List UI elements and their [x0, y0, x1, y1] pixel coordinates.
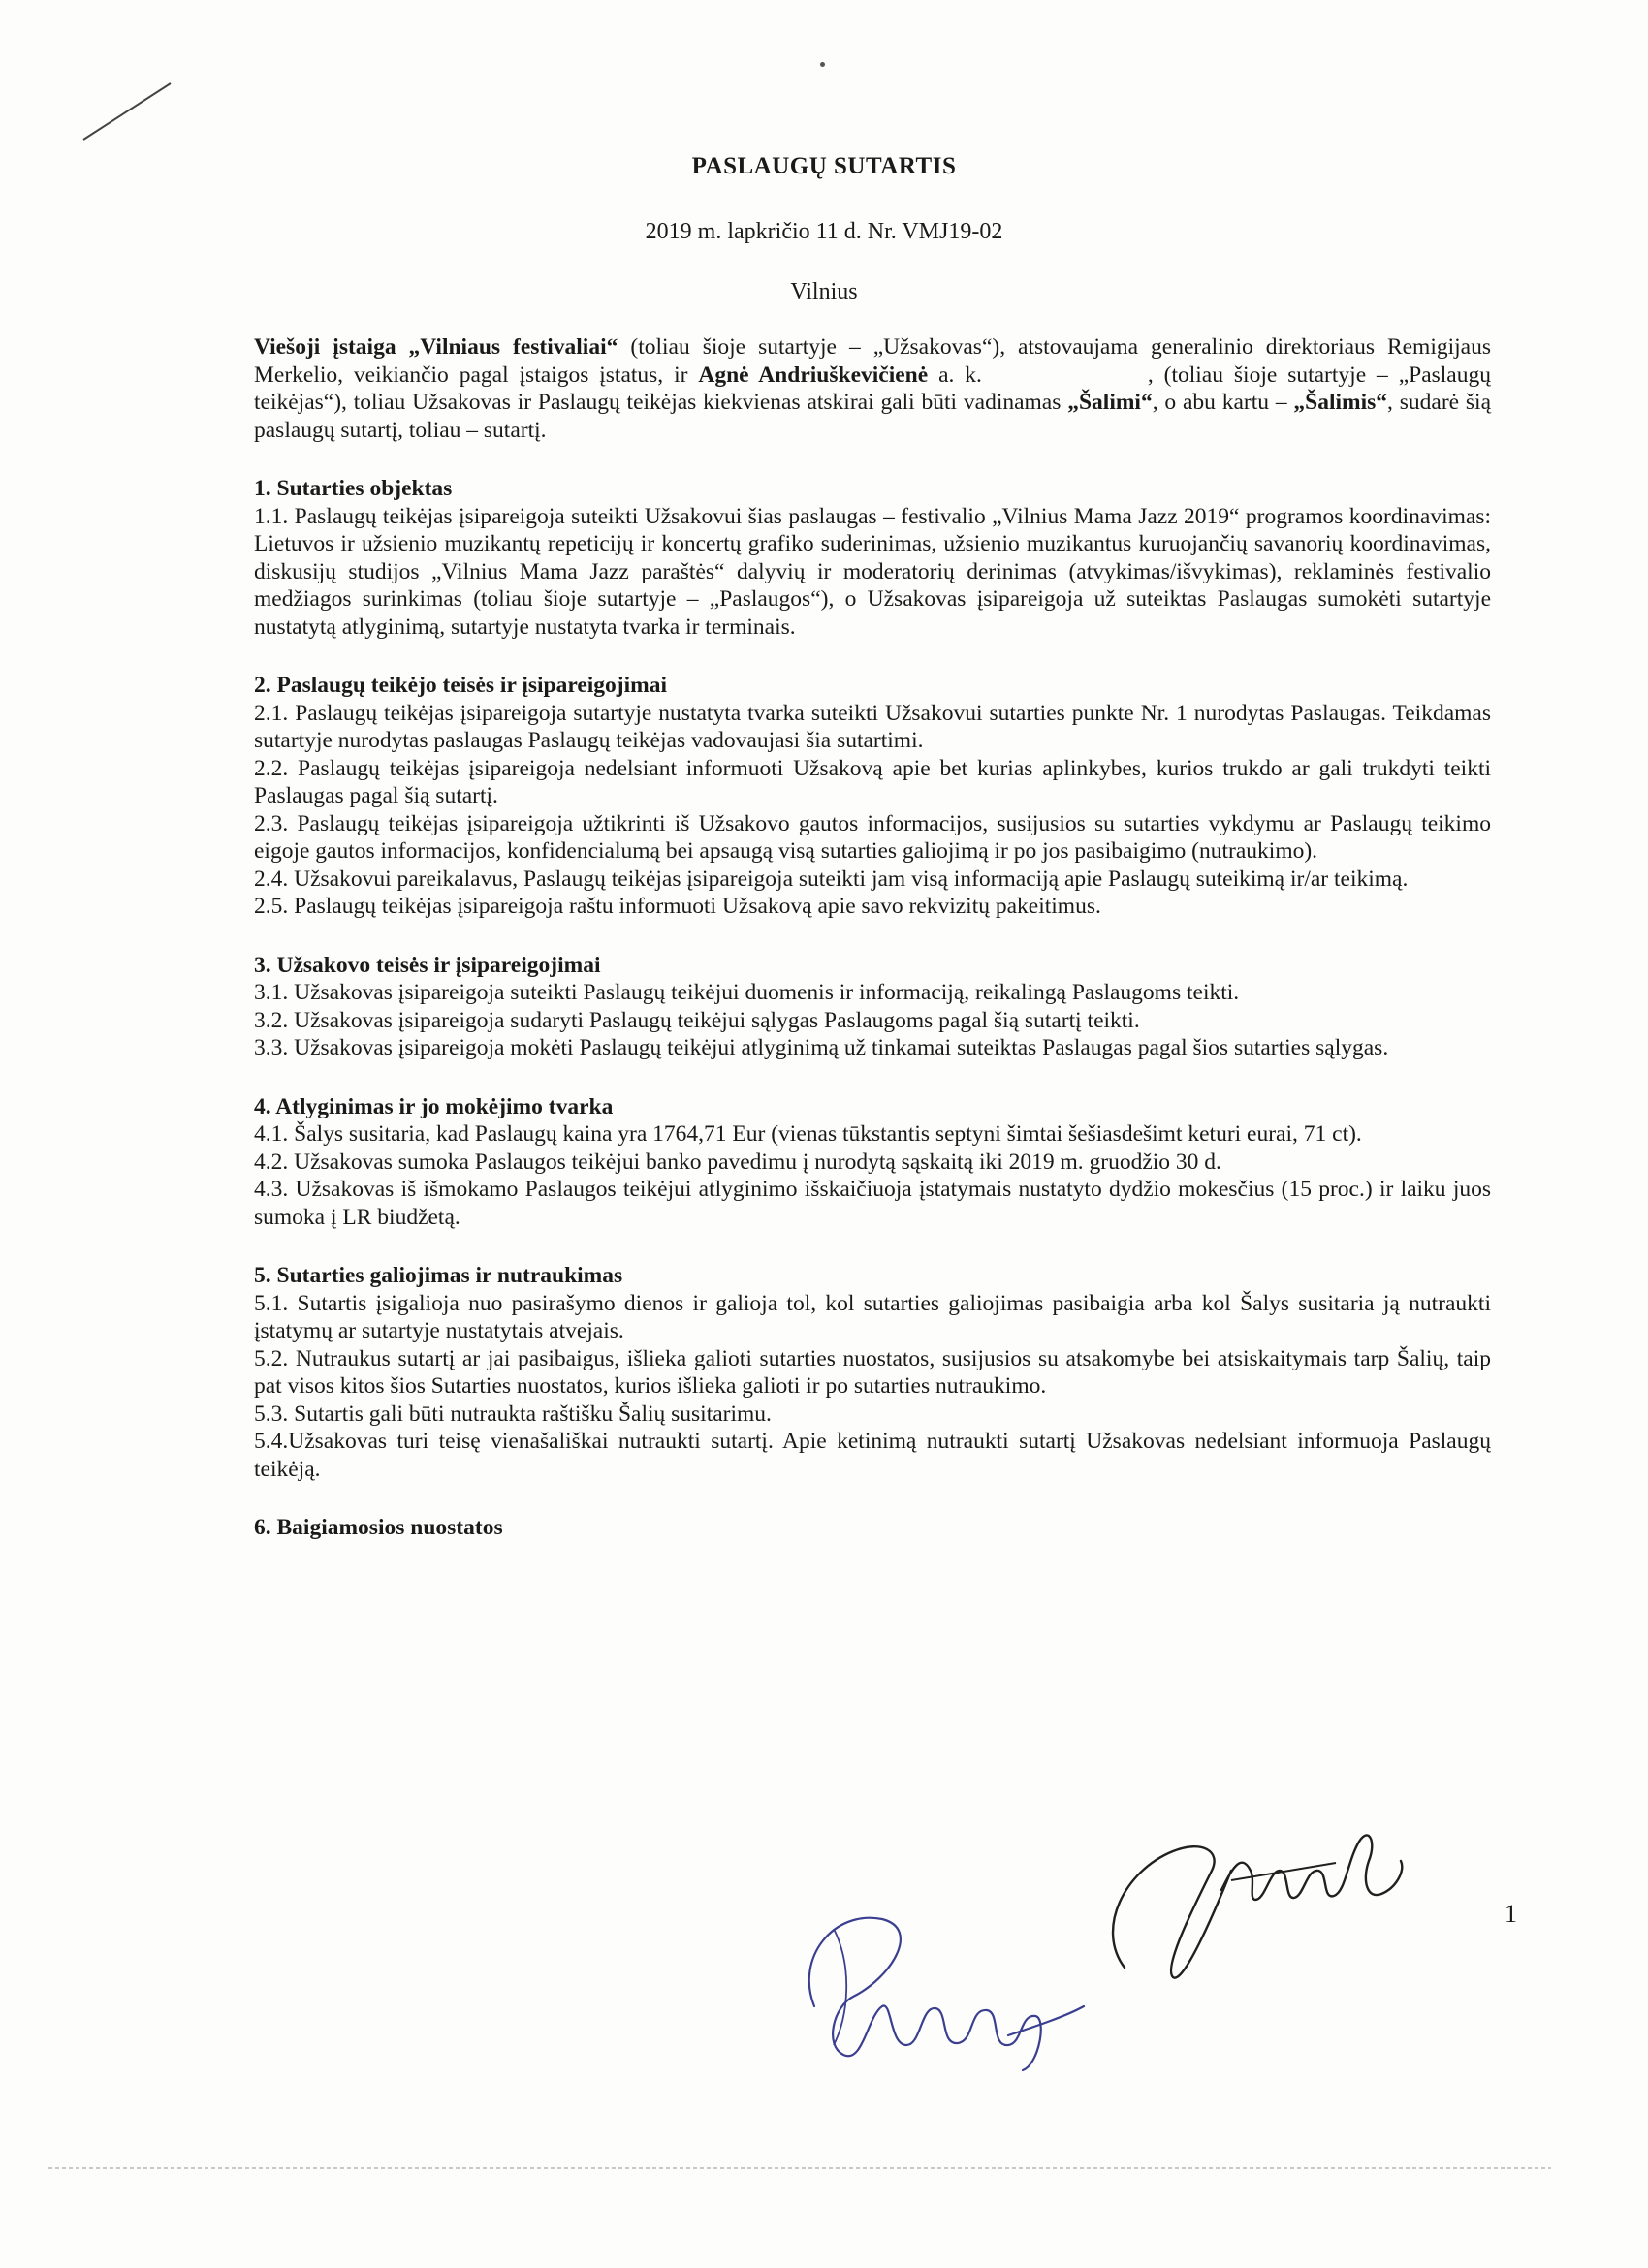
clause: 4.2. Užsakovas sumoka Paslaugos teikėjui banko pavedimu į nurodytą sąskaitą iki 2019 m. gruodžio 30 d.	[254, 1149, 1221, 1175]
clause: 5.4.Užsakovas turi teisę vienašališkai nutraukti sutartį. Apie ketinimą nutraukti sutartį Užsakovas nedelsiant informuoja Paslaugų teikėją.	[254, 1429, 1491, 1482]
section-heading: 3. Užsakovo teisės ir įsipareigojimai	[254, 952, 601, 978]
document-date-number: 2019 m. lapkričio 11 d. Nr. VMJ19-02	[645, 219, 1003, 244]
clause: 4.1. Šalys susitaria, kad Paslaugų kaina yra 1764,71 Eur (vienas tūkstantis septyni šimtai šešiasdešimt keturi eurai, 71 ct).	[254, 1121, 1362, 1147]
intro-text-1: (toliau šioje sutartyje – „Užsakovas“), atstovaujama generalinio direktoriaus Remigijaus Merkelio, veikiančio pagal įstaigos įstatus, ir	[254, 334, 1491, 388]
intro-paragraph	[254, 333, 1491, 444]
section-heading: 4. Atlyginimas ir jo mokėjimo tvarka	[254, 1093, 614, 1119]
clause: 5.3. Sutartis gali būti nutraukta raštišku Šalių susitarimu.	[254, 1401, 772, 1427]
section-5	[254, 1262, 1491, 1483]
intro-text-2: a. k.	[928, 362, 993, 388]
clause: 1.1. Paslaugų teikėjas įsipareigoja suteikti Užsakovui šias paslaugas – festivalio „Vilnius Mama Jazz 2019“ programos koordinavimas: Lietuvos ir užsienio muzikantų repeticijų ir koncertų grafiko suderinimas, užsienio muzikantus kuruojančių savanorių koordinavimas, diskusijų studijos „Vilnius Mama Jazz paraštės“ dalyvių ir moderatorių derinimas (atvykimas/išvykimas), reklaminės festivalio medžiagos surinkimas (toliau šioje sutartyje – „Paslaugos“), o Užsakovas įsipareigoja už suteiktas Paslaugas sumokėti sutartyje nustatytą atlyginimą, sutartyje nustatyta tvarka ir terminais.	[254, 503, 1491, 640]
clause: 5.1. Sutartis įsigalioja nuo pasirašymo dienos ir galioja tol, kol sutarties galiojimas pasibaigia arba kol Šalys susitaria ją nutraukti įstatymų ar sutartyje nustatytais atvejais.	[254, 1290, 1491, 1343]
section-4	[254, 1093, 1491, 1232]
document-title: PASLAUGŲ SUTARTIS	[691, 153, 957, 179]
clause: 4.3. Užsakovas iš išmokamo Paslaugos teikėjui atlyginimo išskaičiuoja įstatymais nustatyto dydžio mokesčius (15 proc.) ir laiku juos sumoka į LR biudžetą.	[254, 1177, 1491, 1230]
section-1	[254, 475, 1491, 641]
intro-text-3: , (toliau šioje sutartyje – „Paslaugų teikėjas“), toliau Užsakovas ir Paslaugų teikėjas kiekvienas atskirai gali būti vadinamas	[254, 362, 1491, 415]
intro-text-5: , sudarė šią paslaugų sutartį, toliau – sutartį.	[254, 390, 1492, 443]
section-heading: 2. Paslaugų teikėjo teisės ir įsipareigojimai	[254, 673, 668, 698]
clause: 2.5. Paslaugų teikėjas įsipareigoja raštu informuoti Užsakovą apie savo rekvizitų pakeitimus.	[254, 894, 1101, 919]
page-number: 1	[1505, 1900, 1517, 1928]
clause: 3.1. Užsakovas įsipareigoja suteikti Paslaugų teikėjui duomenis ir informaciją, reikalingą Paslaugoms teikti.	[254, 980, 1240, 1005]
clause: 2.4. Užsakovui pareikalavus, Paslaugų teikėjas įsipareigoja suteikti jam visą informaciją apie Paslaugų suteikimą ir/ar teikimą.	[254, 866, 1409, 892]
scan-bottom-edge	[48, 2167, 1551, 2169]
section-heading: 6. Baigiamosios nuostatos	[254, 1515, 503, 1540]
client-org-name: Viešoji įstaiga „Vilniaus festivaliai“	[254, 334, 618, 360]
section-6	[254, 1514, 1491, 1542]
client-signature	[1086, 1812, 1454, 2006]
section-heading: 5. Sutarties galiojimas ir nutraukimas	[254, 1263, 623, 1288]
provider-signature	[776, 1900, 1086, 2074]
clause: 2.1. Paslaugų teikėjas įsipareigoja sutartyje nustatyta tvarka suteikti Užsakovui sutarties punkte Nr. 1 nurodytas Paslaugas. Teikdamas sutartyje nurodytas paslaugas Paslaugų teikėjas vadovaujasi šia sutartimi.	[254, 700, 1491, 753]
section-2	[254, 672, 1491, 921]
section-heading: 1. Sutarties objektas	[254, 476, 453, 501]
clause: 3.2. Užsakovas įsipareigoja sudaryti Paslaugų teikėjui sąlygas Paslaugoms pagal šią sutartį teikti.	[254, 1007, 1140, 1033]
scan-speck	[820, 62, 825, 67]
provider-name: Agnė Andriuškevičienė	[698, 362, 929, 388]
clause: 2.3. Paslaugų teikėjas įsipareigoja užtikrinti iš Užsakovo gautos informacijos, susijusios su sutarties vykdymu ar Paslaugų teikimo eigoje gautos informacijos, konfidencialumą bei apsaugą visą sutarties galiojimą ir po jos pasibaigimo (nutraukimo).	[254, 810, 1491, 864]
pen-stroke-mark	[78, 78, 174, 145]
party-plural-term: „Šalimis“	[1293, 390, 1388, 415]
clause: 2.2. Paslaugų teikėjas įsipareigoja nedelsiant informuoti Užsakovą apie bet kurias aplinkybes, kurios trukdo ar gali trukdyti teikti Paslaugas pagal šią sutartį.	[254, 755, 1491, 808]
party-single-term: „Šalimi“	[1067, 390, 1153, 415]
intro-text-4: , o abu kartu –	[1152, 390, 1294, 415]
section-3	[254, 952, 1491, 1062]
contract-body	[254, 333, 1491, 1573]
clause: 5.2. Nutraukus sutartį ar jai pasibaigus, išlieka galioti sutarties nuostatos, susijusios su atsakomybe bei atsiskaitymais tarp Šalių, taip pat visos kitos šios Sutarties nuostatos, kurios išlieka galioti ir po sutarties nutraukimo.	[254, 1345, 1491, 1399]
clause: 3.3. Užsakovas įsipareigoja mokėti Paslaugų teikėjui atlyginimą už tinkamai suteiktas Paslaugas pagal šios sutarties sąlygas.	[254, 1035, 1389, 1060]
document-city: Vilnius	[790, 279, 858, 304]
